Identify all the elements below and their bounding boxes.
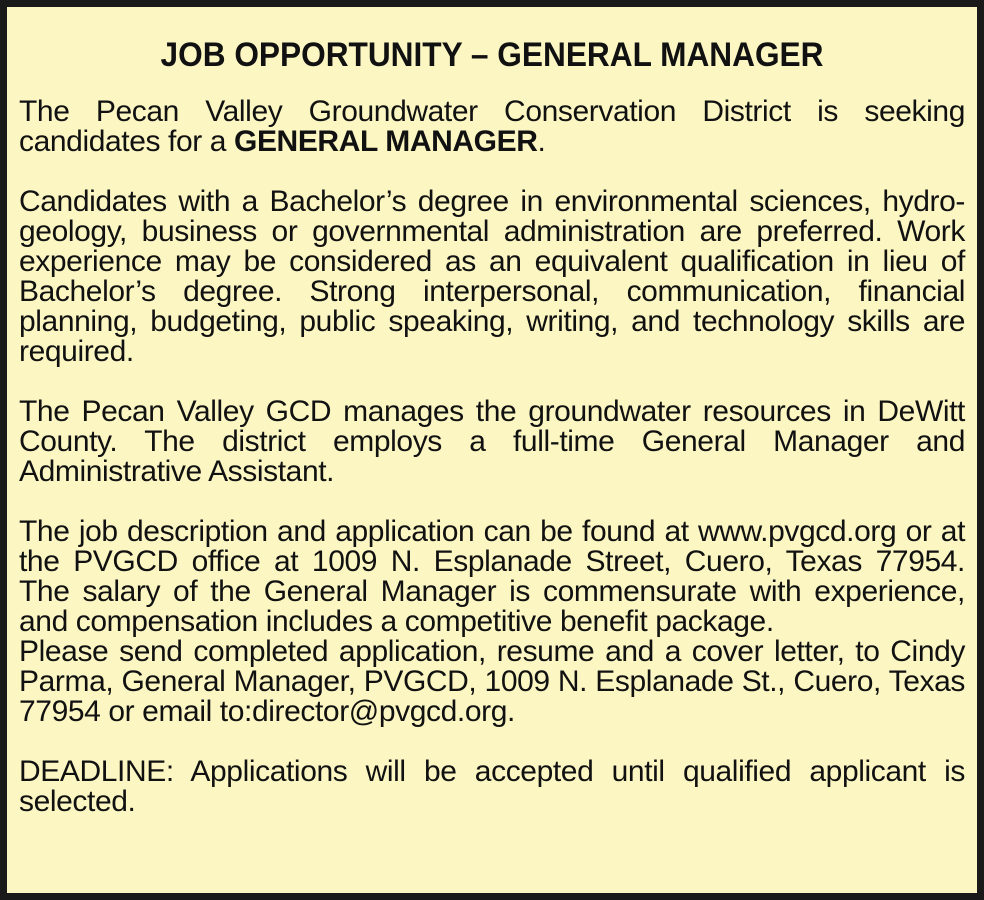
apply-paragraph: Please send completed application, resume and a cover letter, to Cindy Parma, General Manager, PVGCD, 1009 N. Esplanade St., Cuero, Texas 77954 or email to:director@pvgcd.org. — [19, 635, 965, 728]
district-paragraph: The Pecan Valley GCD manages the groundwater resources in DeWitt County. The district employs a full-time General Manager and Administrative Assistant. — [19, 395, 965, 488]
job-details-paragraph: The job description and application can be found at www.pvgcd.org or at the PVGCD office at 1009 N. Esplanade Street, Cuero, Texas 77954. The salary of the General Manager is commensurate with experience, and compensation includes a competitive benefit package. — [19, 515, 965, 638]
intro-text: The Pecan Valley Groundwater Conservation District is seeking candidates for a — [19, 95, 965, 158]
ad-title: JOB OPPORTUNITY – GENERAL MANAGER — [160, 36, 824, 74]
deadline-paragraph: DEADLINE: Applications will be accepted until qualified applicant is selected. — [19, 755, 965, 818]
qualifications-paragraph: Candidates with a Bachelor’s degree in environmental sciences, hydro-geology, business or governmental administration are preferred. Work experience may be considered as an equivalent qualification in lieu of Bachelor’s degree. Strong interpersonal, communication, financial planning, budgeting, public speaking, writing, and technology skills are required. — [19, 185, 965, 368]
intro-end: . — [537, 125, 546, 158]
position-name: GENERAL MANAGER — [234, 125, 538, 158]
intro-paragraph — [19, 97, 965, 157]
